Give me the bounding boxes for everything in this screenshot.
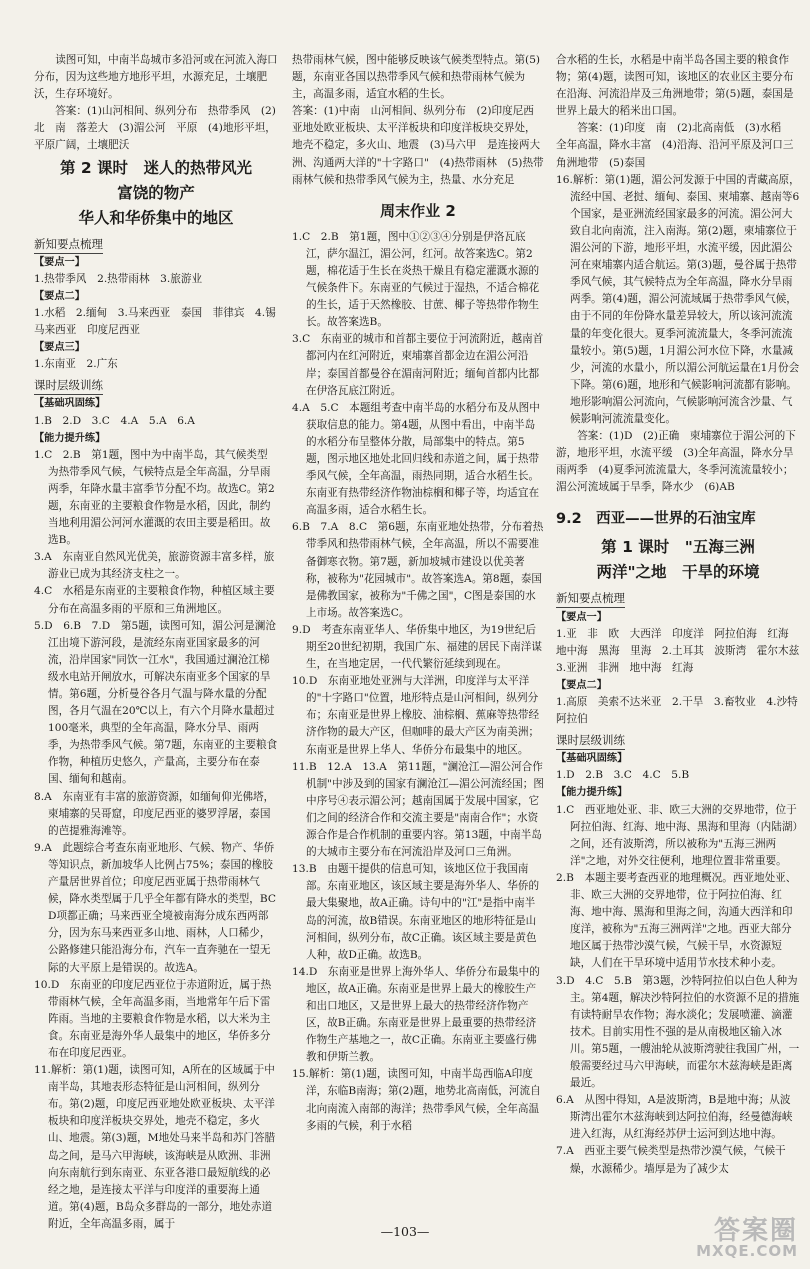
- paragraph: 1.水稻 2.缅甸 3.马来西亚 泰国 菲律宾 4.锡 马来西亚 印度尼西亚: [34, 306, 287, 337]
- column-left: [34, 52, 287, 1230]
- lesson-subtitle: 富饶的物产: [117, 183, 195, 202]
- section-heading: 新知要点梳理: [556, 589, 625, 608]
- answer-item: 14.D 东南亚是世界上海外华人、华侨分布最集中的地区，故A正确。东南亚是世界上最大的橡胶生产和出口地区，又是世界上最大的热带经济作物产区，故B正确。东南亚是世界上最重要的热带经济作物生产基地之一，故C正确。东南亚主要盛行佛教和伊斯兰教。: [292, 965, 540, 1064]
- column-right: [556, 52, 810, 1225]
- answer-paragraph: 答案：(1)山河相间、纵列分布 热带季风 (2)北 南 落差大 (3)湄公河 平原 (4)地形平坦，平原广阔，土壤肥沃: [34, 105, 276, 152]
- paragraph: 1.亚 非 欧 大西洋 印度洋 阿拉伯海 红海 地中海 黑海 里海 2.土耳其 波斯湾 霍尔木兹 3.亚洲 非洲 地中海 红海: [556, 627, 810, 674]
- column-middle: [292, 52, 544, 1225]
- answer-item: 10.D 东南亚的印度尼西亚位于赤道附近，属于热带雨林气候，全年高温多雨，当地常年午后下雷阵雨。当地的主要粮食作物是水稻，以大米为主食。东南亚是海外华人最集中的地区，华侨多分布在印度尼西亚。: [34, 978, 272, 1059]
- answer-item: 1.C 2.B 第1题，图中为中南半岛，其气候类型为热带季风气候，气候特点是全年高温，分旱雨两季，年降水量丰富季节分配不均。故选C。第2题，东南亚的主要粮食作物是水稻，因此，制约当地利用湄公河河水灌溉的农田主要是稻田。故选B。: [34, 448, 275, 547]
- key-point-label: 【要点一】: [34, 256, 85, 268]
- exercise-label: 【基础巩固练】: [556, 753, 628, 765]
- exercise-label: 【能力提升练】: [556, 787, 628, 799]
- paragraph: 读图可知，中南半岛城市多沿河或在河流入海口分布，因为这些地方地形平坦，水源充足，土壤肥沃，生存环境好。: [34, 54, 278, 101]
- answer-item: 3.D 4.C 5.B 第3题，沙特阿拉伯以白色人种为主。第4题，解决沙特阿拉伯的水资源不足的措施有读特耐旱农作物；海水淡化；发展喷灌、滴灌技术。目前实用性不强的是从南极地区输入冰川。第5题，一艘油轮从波斯湾驶往我国广州，一般需要经过马六甲海峡，而霍尔木兹海峡是距离最近。: [556, 974, 800, 1090]
- watermark-url: MXQE.COM: [696, 1242, 798, 1260]
- answer-item: 2.B 本题主要考查西亚的地理概况。西亚地处亚、非、欧三大洲的交界地带，位于阿拉伯海、红海、地中海、黑海和里海之间，沟通大西洋和印度洋，被称为"五海三洲两洋"之地。西亚大部分地区属于热带沙漠气候，气候干旱，水资源短缺，人们在干旱环境中适用节水技术种小麦。: [556, 871, 797, 970]
- answer-item: 10.D 东南亚地处亚洲与大洋洲，印度洋与太平洋的"十字路口"位置，地形特点是山河相间，纵列分布；东南亚是世界上橡胶、油棕榈、蕉麻等热带经济作物的最大产区，但咖啡的最大产区为南美洲；东南亚是世界上华人、华侨分布最集中的地区。: [292, 675, 540, 756]
- answer-item: 15.解析：第(1)题，读图可知，中南半岛西临A印度洋，东临B南海；第(2)题，地势北高南低，河流自北向南流入南部的海洋；热带季风气候，全年高温多雨的气候，利于水稻: [292, 1068, 541, 1132]
- lesson-title: 第 2 课时 迷人的热带风光: [59, 158, 253, 177]
- key-point-label: 【要点三】: [34, 342, 85, 354]
- answer-item: 4.A 5.C 本题组考查中南半岛的水稻分布及从图中获取信息的能力。第4题，从图中看出，中南半岛的水稻分布呈整体分散，局部集中的特点。第5题，图示地区地处北回归线和赤道之间，属于热带季风气候，全年高温，雨热同期，适合水稻生长。东南亚有热带经济作物油棕榈和椰子等，均适宜在高温多雨，适合水稻生长。: [292, 401, 540, 517]
- answer-paragraph: 答案：(1)中南 山河相间、纵列分布 (2)印度尼西亚地处欧亚板块、太平洋板块和印度洋板块交界处，地壳不稳定，多火山、地震 (3)马六甲 是连接两大洲、沟通两大洋的"十字路口" (4)热带雨林 (5)热带雨林气候和热带季风气候为主，热量、水分充足: [292, 105, 544, 186]
- answer-paragraph: 答案：(1)D (2)正确 柬埔寨位于湄公河的下游，地形平坦，水流平缓 (3)全年高温，降水分旱雨两季 (4)夏季河流流量大，冬季河流流量较小；湄公河流域属于旱季，降水少 (6)AB: [556, 430, 796, 494]
- key-point-label: 【要点二】: [556, 679, 607, 691]
- paragraph: 1.B 2.D 3.C 4.A 5.A 6.A: [34, 414, 195, 427]
- section-heading: 课时层级训练: [556, 731, 625, 750]
- answer-item: 3.C 东南亚的城市和首都主要位于河流附近，越南首都河内在红河附近，柬埔寨首都金边在湄公河沿岸；泰国首都曼谷在湄南河附近；缅甸首都内比都在伊洛瓦底江附近。: [292, 333, 544, 397]
- answer-item: 3.A 东南亚自然风光优美，旅游资源丰富多样，旅游业已成为其经济支柱之一。: [34, 551, 275, 581]
- section-heading: 课时层级训练: [34, 376, 103, 395]
- paragraph: 1.高原 美索不达米亚 2.干旱 3.畜牧业 4.沙特阿拉伯: [556, 696, 798, 726]
- paragraph: 1.热带季风 2.热带雨林 3.旅游业: [34, 272, 203, 285]
- key-point-label: 【要点一】: [556, 611, 607, 623]
- page-number: —103—: [380, 1224, 430, 1239]
- paragraph: 合水稻的生长，水稻是中南半岛各国主要的粮食作物；第(4)题，读图可知，该地区的农业区主要分布在沿海、河流沿岸及三角洲地带；第(5)题，泰国是世界上最大的稻米出口国。: [556, 54, 794, 118]
- paragraph: 1.D 2.B 3.C 4.C 5.B: [556, 769, 690, 782]
- exercise-label: 【基础巩固练】: [34, 398, 106, 410]
- answer-item: 16.解析：第(1)题，湄公河发源于中国的青藏高原，流经中国、老挝、缅甸、泰国、柬埔寨、越南等6个国家，是亚洲流经国家最多的河流。湄公河大致自北向南流，注入南海。第(2)题，柬埔寨位于湄公河的下游，地形平坦，水流平缓，因此湄公河在柬埔寨内适合航运。第(3)题，曼谷属于热带季风气候，其气候特点为全年高温，降水分旱雨两季。第(4)题，湄公河流域属于热带季风气候，由于不同的年份降水量差异较大，所以该河流流量的年变化很大。夏季河流流量大，冬季河流流量较小。第(5)题，1月湄公河水位下降，水量减少，河流的水量小，所以湄公河航运量在1月份会下降。第(6)题，地形和气候影响河流都有影响。地形影响湄公河流向，气候影响河流含沙量、气候影响河流流量变化。: [556, 173, 800, 425]
- answer-item: 8.A 东南亚有丰富的旅游资源，如缅甸仰光佛塔，柬埔寨的吴哥窟，印度尼西亚的婆罗浮屠，泰国的芭提雅海滩等。: [34, 790, 275, 837]
- weekend-homework-title: 周末作业 2: [380, 201, 456, 220]
- paragraph: 热带雨林气候，图中能够反映该气候类型特点。第(5)题，东南亚各国以热带季风气候和热带雨林气候为主，高温多雨，适宜水稻的生长。: [292, 54, 541, 101]
- key-point-label: 【要点二】: [34, 290, 85, 302]
- answer-item: 1.C 2.B 第1题，图中①②③④分别是伊洛瓦底江，萨尔温江，湄公河，红河。故答案选C。第2题，棉花适于生长在炎热干燥且有稳定灌溉水源的气候条件下。东南亚的气候过于湿热，不适合棉花的生长，适于天然橡胶、甘蔗、椰子等热带作物生长。故答案选B。: [292, 230, 540, 329]
- chapter-heading: 9.2 西亚——世界的石油宝库: [556, 511, 756, 528]
- answer-item: 7.A 西亚主要气候类型是热带沙漠气候，气候干燥，水源稀少。墙厚是为了减少太: [556, 1145, 786, 1175]
- answer-item: 9.A 此题综合考查东南亚地形、气候、物产、华侨等知识点，新加坡华人比例占75%；泰国的橡胶产量居世界首位；印度尼西亚属于热带雨林气候，降水类型属于几乎全年都有降水的类型，BCD项都正确；马来西亚全境被南海分成东西两部分，因为东马来西亚多山地、雨林，人口稀少，公路修建只能沿海分布，汽车一直奔驰在一望无际的大平原上是错误的。故选A。: [34, 841, 276, 974]
- watermark-logo: [696, 1216, 798, 1261]
- answer-item: 1.C 西亚地处亚、非、欧三大洲的交界地带，位于阿拉伯海、红海、地中海、黑海和里海（内陆湖）之间，还有波斯湾，所以被称为"五海三洲两洋"之地，对外交往便利，地理位置非常重要。: [556, 803, 798, 867]
- exercise-label: 【能力提升练】: [34, 432, 106, 444]
- answer-item: 13.B 由题干提供的信息可知，该地区位于我国南部。东南亚地区，该区域主要是海外华人、华侨的最大集聚地，故A正确。诗句中的"江"是指中南半岛的河流，故B错误。东南亚地区的地形特征是山河相间，纵列分布，故C正确。该区域主要是黄色人种，故D正确。故选B。: [292, 863, 540, 961]
- answer-paragraph: 答案：(1)印度 南 (2)北高南低 (3)水稻 全年高温，降水丰富 (4)沿海、沿河平原及河口三角洲地带 (5)泰国: [556, 122, 794, 169]
- watermark-text: 答案圈: [713, 1216, 798, 1246]
- section-heading: 新知要点梳理: [34, 235, 103, 254]
- answer-item: 6.B 7.A 8.C 第6题，东南亚地处热带，分布着热带季风和热带雨林气候，全年高温，所以不需要准备御寒衣物。第7题，新加坡城市建设以优美著称，被称为"花园城市"。故答案选A。第8题，泰国是佛教国家，被称为"千佛之国"，C图是泰国的水上市场。故答案选C。: [292, 521, 544, 619]
- answer-item: 11.解析：第(1)题，读图可知，A所在的区域属于中南半岛，其地表形态特征是山河相间，纵列分布。第(2)题，印度尼西亚地处欧亚板块、太平洋板块和印度洋板块交界处，地壳不稳定，多火山、地震。第(3)题，M地处马来半岛和苏门答腊岛之间，是马六甲海峡，该海峡是从欧洲、非洲向东南航行到东南亚、东亚各港口最短航线的必经之地，是连接太平洋与印度洋的重要海上通道。第(4)题，B岛众多群岛的一部分，地处赤道附近，全年高温多雨，属于: [34, 1064, 276, 1230]
- answer-item: 4.C 水稻是东南亚的主要粮食作物，种植区域主要分布在高温多雨的平原和三角洲地区。: [34, 585, 275, 615]
- lesson-subtitle: 华人和华侨集中的地区: [78, 208, 234, 227]
- answer-item: 9.D 考查东南亚华人、华侨集中地区，为19世纪后期至20世纪初期，我国广东、福建的居民下南洋谋生，在当地定居，一代代繁衍延续到现在。: [292, 623, 542, 671]
- answer-item: 5.D 6.B 7.D 第5题，读图可知，湄公河是澜沧江出境下游河段，是流经东南亚国家最多的河流，沿岸国家"同饮一江水"，我国通过澜沧江梯级水电站开闸放水，可解决东南亚多个国家的旱情。第6题，分析曼谷各月气温与降水量的分配图，各月气温在20℃以上，有六个月降水量超过100毫米，典型的全年高温，降水分旱、雨两季，为热带季风气候。第7题，东南亚的主要粮食作物，种植历史悠久，产量高，主要分布在泰国、缅甸和越南。: [34, 619, 278, 786]
- answer-item: 6.A 从图中得知，A是波斯湾，B是地中海；从波斯湾出霍尔木兹海峡到达阿拉伯海，经曼德海峡进入红海，从红海经苏伊士运河到达地中海。: [556, 1094, 793, 1141]
- lesson-subtitle: 两洋"之地 干旱的环境: [596, 563, 760, 582]
- answer-item: 11.B 12.A 13.A 第11题，"澜沧江—湄公河合作机制"中涉及到的国家有澜沧江—湄公河流经国；图中序号④表示湄公河；越南国属于发展中国家，它们之间的经济合作和交流主要是"南南合作"；水资源合作是合作机制的重要内容。第13题，中南半岛的大城市主要分布在河流沿岸及河口三角洲。: [292, 760, 544, 859]
- lesson-title: 第 1 课时 "五海三洲: [601, 538, 755, 557]
- paragraph: 1.东南亚 2.广东: [34, 358, 118, 371]
